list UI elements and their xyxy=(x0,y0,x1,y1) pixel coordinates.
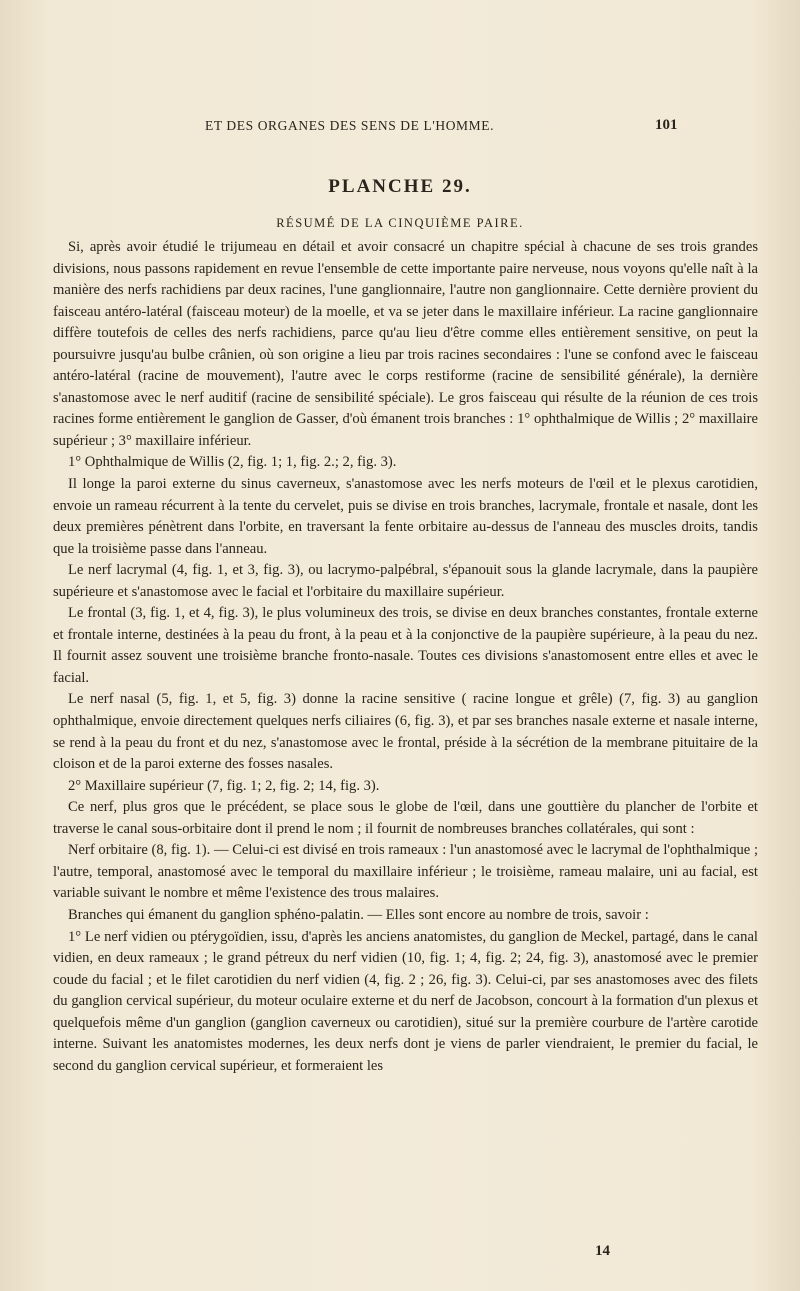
paragraph: Le frontal (3, fig. 1, et 4, fig. 3), le plus volumineux des trois, se divise en deux branches constantes, frontale externe et frontale interne, destinées à la peau du front, à la peau et à la conjonctive de la paupière supérieure, à la peau du nez. Il fournit assez souvent une troisième branche fronto-nasale. Toutes ces divisions s'anastomosent entre elles et avec le facial. xyxy=(53,605,758,686)
plate-title: PLANCHE 29. xyxy=(328,176,472,197)
paragraph: Le nerf lacrymal (4, fig. 1, et 3, fig. 3), ou lacrymo-palpébral, s'épanouit sous la glande lacrymale, dans la paupière supérieure et s'anastomose avec le facial et l'orbitaire du maxillaire supérieur. xyxy=(53,562,758,600)
paragraph: Il longe la paroi externe du sinus caverneux, s'anastomose avec les nerfs moteurs de l'œil et le plexus carotidien, envoie un rameau récurrent à la tente du cervelet, puis se divise en trois branches, lacrymale, frontale et nasale, dont les deux premières pénètrent dans l'orbite, en traversant la fente orbitaire au-dessus de l'anneau des muscles droits, tandis que la troisième passe dans l'anneau. xyxy=(53,476,758,557)
paragraph: 1° Ophthalmique de Willis (2, fig. 1; 1, fig. 2.; 2, fig. 3). xyxy=(68,454,397,471)
page-number: 101 xyxy=(655,117,678,133)
signature-mark: 14 xyxy=(595,1243,610,1259)
section-title: RÉSUMÉ DE LA CINQUIÈME PAIRE. xyxy=(276,216,524,230)
paragraph: Branches qui émanent du ganglion sphéno-palatin. — Elles sont encore au nombre de trois, savoir : xyxy=(68,906,649,923)
paragraph: 1° Le nerf vidien ou ptérygoïdien, issu, d'après les anciens anatomistes, du ganglion de Meckel, partagé, dans le canal vidien, en deux rameaux ; le grand pétreux du nerf vidien (10, fig. 1; 4, fig. 2; 24, fig. 3), anastomosé avec le premier coude du facial ; et le filet carotidien du nerf vidien (4, fig. 2 ; 26, fig. 3). Celui-ci, par ses anastomoses avec des filets du ganglion cervical supérieur, du moteur oculaire externe et du nerf de Jacobson, concourt à la formation d'un plexus et quelquefois même d'un ganglion (ganglion caverneux ou carotidien), situé sur la première courbure de l'artère carotide interne. Suivant les anatomistes modernes, les deux nerfs dont je viens de parler viendraient, le premier du facial, le second du ganglion cervical supérieur, et formeraient les xyxy=(53,928,758,1074)
paragraph: 2° Maxillaire supérieur (7, fig. 1; 2, fig. 2; 14, fig. 3). xyxy=(68,777,380,794)
paragraph: Le nerf nasal (5, fig. 1, et 5, fig. 3) donne la racine sensitive ( racine longue et grêle) (7, fig. 3) au ganglion ophthalmique, envoie directement quelques nerfs ciliaires (6, fig. 3), et par ses branches nasale externe et nasale interne, se rend à la peau du front et du nez, s'anastomose avec le frontal, préside à la sécrétion de la membrane pituitaire de la cloison et de la paroi externe des fosses nasales. xyxy=(53,691,758,773)
running-title: ET DES ORGANES DES SENS DE L'HOMME. xyxy=(205,118,495,133)
paragraph: Si, après avoir étudié le trijumeau en détail et avoir consacré un chapitre spécial à chacune de ses trois grandes divisions, nous passons rapidement en revue l'ensemble de cette importante paire nerveuse, nous voyons qu'elle naît à la manière des nerfs rachidiens par deux racines, l'une ganglionnaire, l'autre non ganglionnaire. Cette dernière provient du faisceau antéro-latéral (faisceau moteur) de la moelle, et va se jeter dans le maxillaire inférieur. La racine ganglionnaire diffère toutefois de celles des nerfs rachidiens, parce qu'au lieu d'être comme elles entièrement sensitive, on peut la poursuivre jusqu'au bulbe crânien, où son origine a lieu par trois racines secondaires : l'une se confond avec le faisceau antéro-latéral (racine de mouvement), l'autre avec le corps restiforme (racine de sensibilité générale), la dernière s'anastomose avec le nerf auditif (racine de sensibilité spéciale). Le gros faisceau qui résulte de la réunion de ces trois racines forme entièrement le ganglion de Gasser, d'où émanent trois branches : 1° ophthalmique de Willis ; 2° maxillaire supérieur ; 3° maxillaire inférieur. xyxy=(53,239,758,449)
body-text xyxy=(53,237,758,1077)
paragraph: Nerf orbitaire (8, fig. 1). — Celui-ci est divisé en trois rameaux : l'un anastomosé avec le lacrymal de l'ophthalmique ; l'autre, temporal, anastomosé avec le temporal du maxillaire inférieur ; le troisième, rameau malaire, uni au facial, est variable suivant le nombre et même l'existence des trous malaires. xyxy=(53,842,758,902)
paragraph: Ce nerf, plus gros que le précédent, se place sous le globe de l'œil, dans une gouttière du plancher de l'orbite et traverse le canal sous-orbitaire dont il prend le nom ; il fournit de nombreuses branches collatérales, qui sont : xyxy=(53,799,758,837)
